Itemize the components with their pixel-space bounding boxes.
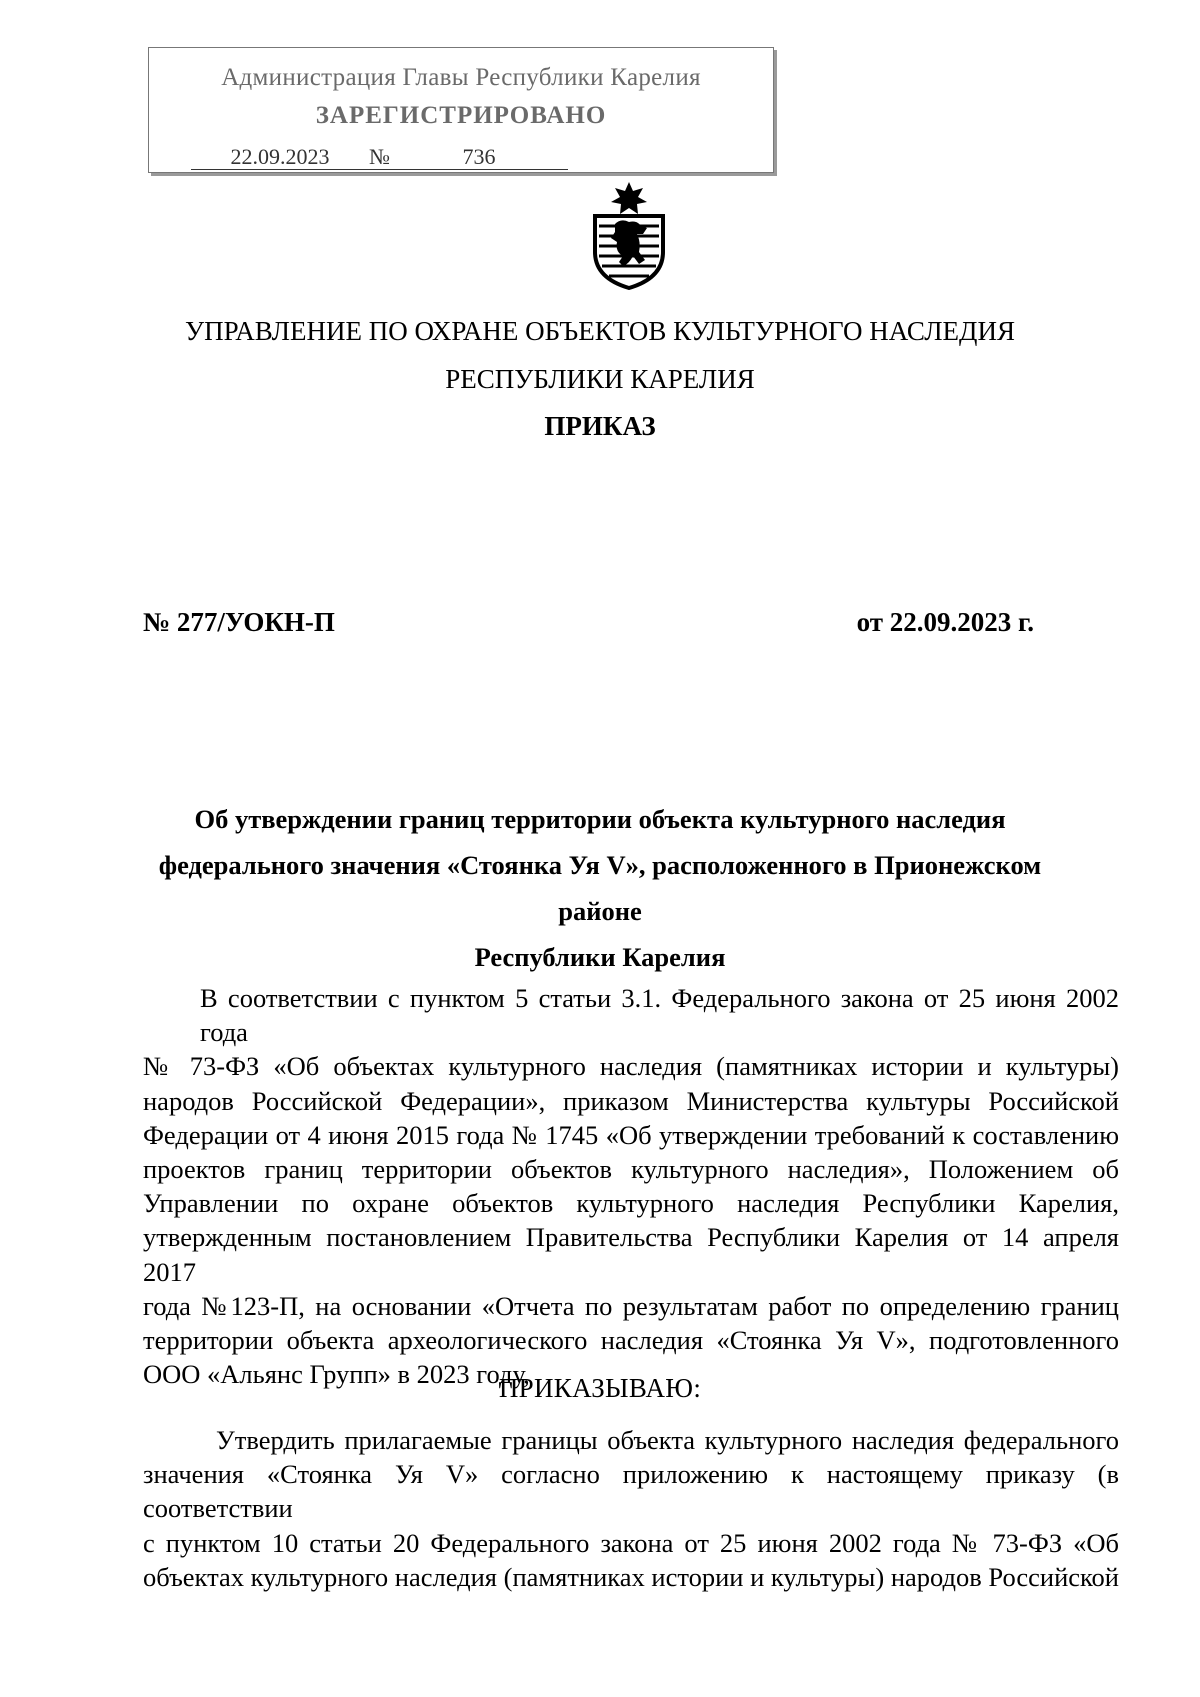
title-line: Об утверждении границ территории объекта культурного наследия bbox=[194, 804, 1006, 834]
preamble-line: проектов границ территории объектов культурного наследия», Положением об bbox=[143, 1154, 1119, 1185]
registration-stamp bbox=[148, 47, 774, 173]
operative-line: объектах культурного наследия (памятниках истории и культуры) народов Российской bbox=[143, 1561, 1119, 1592]
organization-name-line2: РЕСПУБЛИКИ КАРЕЛИЯ bbox=[445, 364, 755, 394]
preamble-line: года №123-П, на основании «Отчета по результатам работ по определению границ bbox=[143, 1290, 1119, 1321]
order-number: № 277/УОКН-П bbox=[143, 607, 335, 637]
document-type: ПРИКАЗ bbox=[544, 411, 656, 441]
order-date: от 22.09.2023 г. bbox=[856, 607, 1034, 637]
operative-paragraph bbox=[143, 1423, 1119, 1594]
stamp-status: ЗАРЕГИСТРИРОВАНО bbox=[315, 102, 607, 129]
stamp-authority: Администрация Главы Республики Карелия bbox=[221, 64, 701, 91]
preamble-line: Федерации от 4 июня 2015 года № 1745 «Об утверждении требований к составлению bbox=[143, 1119, 1119, 1150]
preamble-line: народов Российской Федерации», приказом Министерства культуры Российской bbox=[143, 1085, 1119, 1116]
operative-line: с пунктом 10 статьи 20 Федерального закона от 25 июня 2002 года № 73-ФЗ «Об bbox=[143, 1527, 1119, 1558]
title-line: Республики Карелия bbox=[474, 942, 726, 972]
stamp-number: 736 bbox=[390, 145, 568, 170]
operative-line: Утвердить прилагаемые границы объекта культурного наследия федерального bbox=[216, 1425, 1119, 1455]
stamp-date: 22.09.2023 bbox=[191, 145, 369, 170]
preamble-line: № 73-ФЗ «Об объектах культурного наследия (памятниках истории и культуры) bbox=[143, 1051, 1119, 1082]
operative-line: значения «Стоянка Уя V» согласно приложению к настоящему приказу (в соответствии bbox=[143, 1459, 1119, 1524]
preamble-paragraph bbox=[143, 981, 1119, 1391]
title-line: федерального значения «Стоянка Уя V», расположенного в Прионежском районе bbox=[158, 850, 1042, 926]
coat-of-arms-emblem bbox=[587, 182, 671, 290]
organization-name-line1: УПРАВЛЕНИЕ ПО ОХРАНЕ ОБЪЕКТОВ КУЛЬТУРНОГО НАСЛЕДИЯ bbox=[185, 316, 1015, 346]
preamble-line: Управлении по охране объектов культурного наследия Республики Карелия, bbox=[143, 1188, 1119, 1219]
stamp-registration-line bbox=[191, 144, 747, 170]
preamble-line: В соответствии с пунктом 5 статьи 3.1. Федерального закона от 25 июня 2002 года bbox=[200, 983, 1119, 1048]
order-command: ПРИКАЗЫВАЮ: bbox=[498, 1373, 702, 1403]
stamp-number-sign: № bbox=[369, 144, 390, 169]
preamble-line: территории объекта археологического наследия «Стоянка Уя V», подготовленного bbox=[143, 1325, 1119, 1356]
preamble-line: ООО «Альянс Групп» в 2023 году, bbox=[143, 1359, 530, 1390]
document-title bbox=[143, 796, 1057, 980]
preamble-line: утвержденным постановлением Правительства Республики Карелия от 14 апреля 2017 bbox=[143, 1222, 1119, 1287]
